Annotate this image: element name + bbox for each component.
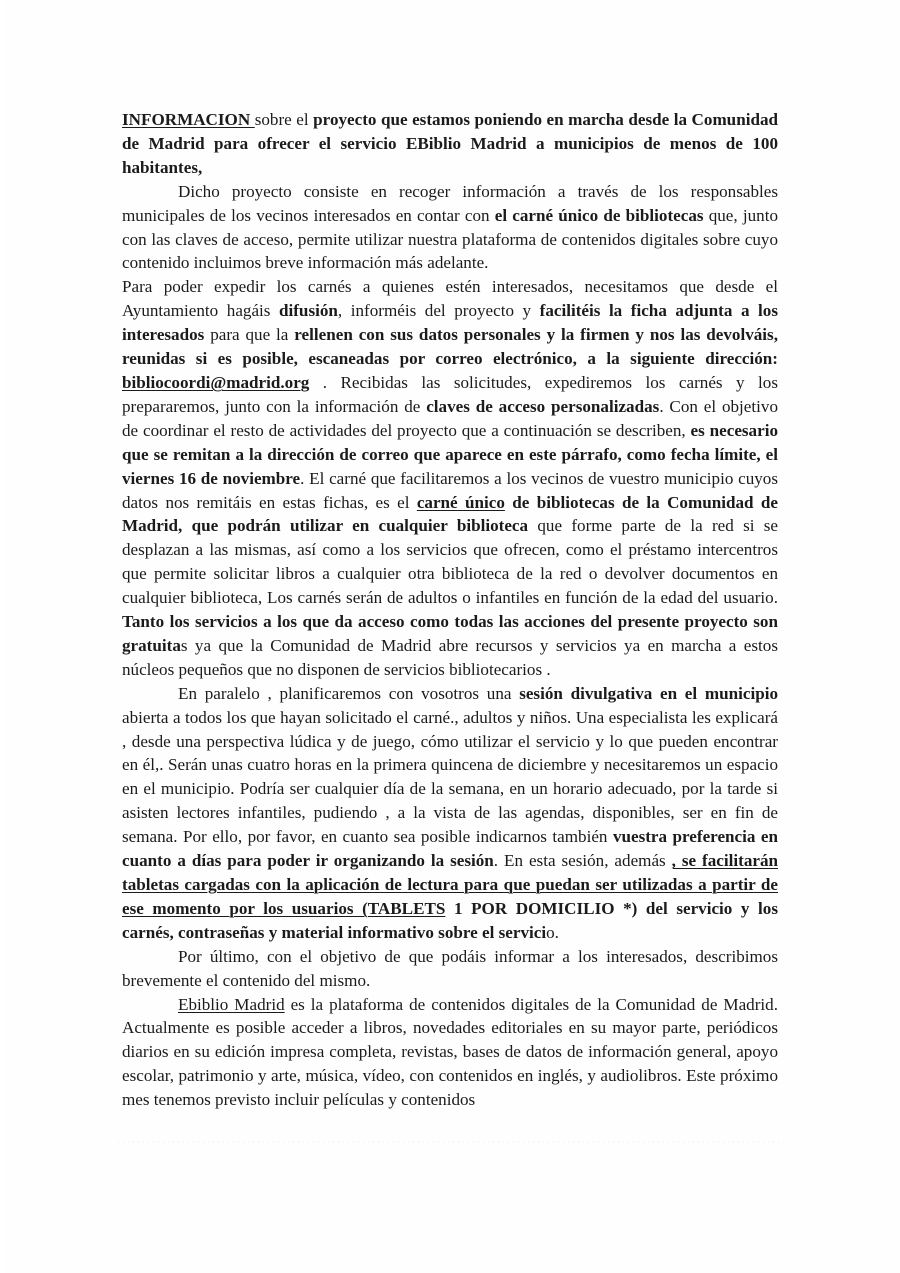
scan-noise-artifact — [118, 1141, 782, 1143]
text-run: . En esta sesión, además — [493, 851, 672, 871]
text-run: Para poder expedir los carnés a quienes estén interesados, necesitamos que desde el Ayuntamiento hagáis — [122, 277, 778, 321]
text-run: , se facilitarán tabletas cargadas con la aplicación de lectura para que puedan ser utilizadas a partir de ese momento por los usuarios (TABLETS — [122, 851, 779, 918]
text-run: es la plataforma de contenidos digitales de la Comunidad de Madrid. Actualmente es posible acceder a libros, novedades editoriales en su mayor parte, periódicos diarios en su edición impresa completa, revistas, bases de datos de información general, apoyo escolar, patrimonio y arte, música, vídeo, con contenidos en inglés, y audiolibros. Este próximo mes tenemos previsto incluir películas y contenidos — [122, 994, 778, 1110]
text-run: el carné único de bibliotecas — [494, 205, 704, 225]
text-run: sobre el — [254, 110, 314, 129]
text-run: o. — [546, 922, 559, 942]
text-run: es necesario que se remitan a la dirección de correo que aparece en este párrafo, como fecha límite, el viernes 16 de noviembre — [122, 420, 778, 488]
document-text-column — [122, 108, 778, 1112]
text-run: abierta a todos los que hayan solicitado el carné., adultos y niños. Una especialista les explicará , desde una perspectiva lúdica y de juego, cómo utilizar el servicio y lo que pueden encontrar en él,. Serán unas cuatro horas en la primera quincena de diciembre y necesitaremos un espacio en el municipio. Podría ser cualquier día de la semana, en un horario adecuado, por la tarde si asisten lectores infantiles, pudiendo , a la vista de las agendas, disponibles, ser en fin de semana. Por ello, por favor, en cuanto sea posible indicarnos también — [122, 707, 778, 847]
text-run: . El carné que facilitaremos a los vecinos de vuestro municipio cuyos datos nos remitáis en estas fichas, es el — [122, 468, 778, 512]
text-run: Recibidas las solicitudes, expediremos los carnés y los prepararemos, junto con la información de — [122, 372, 778, 416]
text-run: Tanto los servicios a los que da acceso como todas las acciones del presente proyecto son gratuita — [122, 612, 778, 655]
text-run[interactable]: bibliocoordi@madrid.org — [122, 372, 310, 392]
text-run: claves de acceso personalizadas — [426, 396, 660, 416]
text-run: , informéis del proyecto y — [337, 301, 540, 321]
text-run: de bibliotecas de la Comunidad de Madrid, que podrán utilizar en cualquier biblioteca — [122, 492, 778, 536]
text-run: . — [309, 372, 341, 392]
paragraph-para-dicho-proyecto — [122, 180, 778, 276]
paragraph-para-para-poder-expedir — [122, 275, 778, 681]
paragraph-para-ebiblio-madrid — [122, 993, 778, 1113]
text-run: s ya que la Comunidad de Madrid abre recursos y servicios ya en marcha a estos núcleos pequeños que no disponen de servicios bibliotecarios . — [122, 635, 778, 679]
text-run: proyecto que estamos poniendo en marcha desde la Comunidad de Madrid para ofrecer el servicio EBiblio Madrid a municipios de menos de 100 habitantes, — [122, 110, 779, 177]
text-run: vuestra preferencia en cuanto a días para poder ir organizando la sesión — [122, 827, 778, 871]
text-run: que, junto con las claves de acceso, permite utilizar nuestra plataforma de contenidos digitales sobre cuyo contenido incluimos breve información más adelante. — [122, 205, 778, 273]
text-run: para que la — [204, 325, 295, 345]
paragraph-para-en-paralelo — [122, 682, 778, 945]
text-run: . Con el objetivo de coordinar el resto de actividades del proyecto que a continuación se describen, — [122, 396, 778, 440]
text-run: 1 POR DOMICILIO *) del servicio y los carnés, contraseñas y material informativo sobre el servici — [122, 898, 778, 942]
paragraph-heading-informacion — [122, 108, 778, 180]
text-run: que forme parte de la red si se desplazan a las mismas, así como a los servicios que ofrecen, como el préstamo intercentros que permite solicitar libros a cualquier otra biblioteca de la red o devolver documentos en cualquier biblioteca, Los carnés serán de adultos o infantiles en función de la edad del usuario. — [122, 516, 778, 608]
text-run: En paralelo , planificaremos con vosotros una — [178, 683, 520, 703]
text-run: carné único — [416, 492, 505, 512]
paragraph-para-por-ultimo — [122, 945, 778, 993]
text-run: Por último, con el objetivo de que podáis informar a los interesados, describimos brevemente el contenido del mismo. — [122, 946, 778, 990]
text-run: facilitéis la ficha adjunta a los interesados — [122, 301, 778, 345]
text-run: INFORMACION — [122, 110, 255, 129]
text-run: Dicho proyecto consiste en recoger información a través de los responsables municipales de los vecinos interesados en contar con — [122, 181, 778, 225]
text-run: sesión divulgativa en el municipio — [519, 683, 779, 703]
text-run: difusión — [278, 301, 338, 321]
text-run: Ebiblio Madrid — [178, 994, 285, 1014]
text-run: rellenen con sus datos personales y la firmen y nos las devolváis, reunidas si es posible, escaneadas por correo electrónico, a la siguiente dirección: — [122, 325, 778, 369]
scan-left-edge — [0, 0, 4, 1273]
